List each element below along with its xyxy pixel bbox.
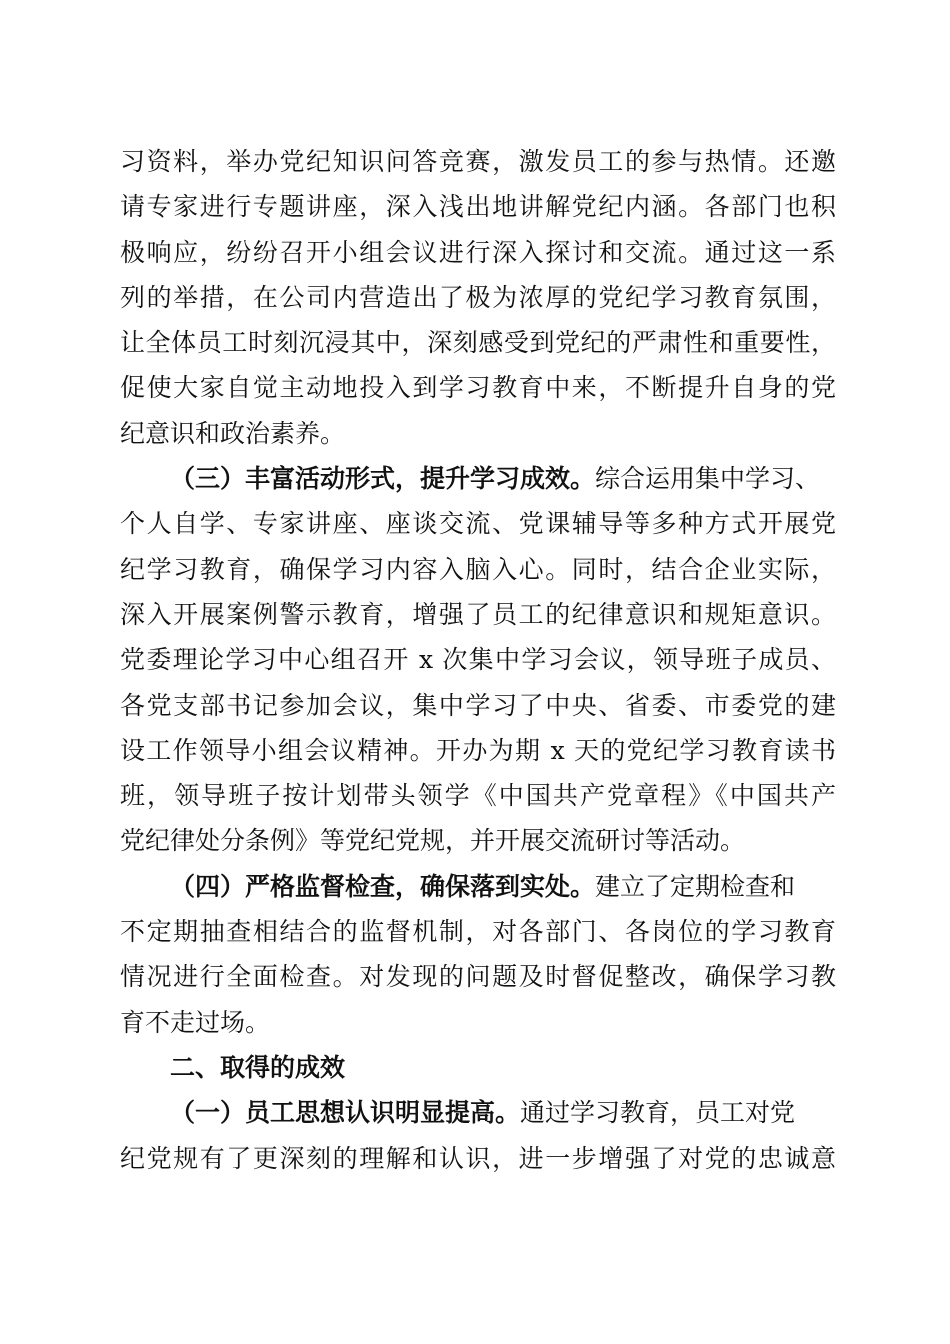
body-line: 习资料，举办党纪知识问答竞赛，激发员工的参与热情。还邀: [120, 147, 836, 176]
body-line: 促使大家自觉主动地投入到学习教育中来，不断提升自身的党: [120, 373, 836, 403]
body-line: 各党支部书记参加会议，集中学习了中央、省委、市委党的建: [120, 690, 836, 720]
body-line: 党委理论学习中心组召开 x 次集中学习会议，领导班子成员、: [120, 645, 836, 675]
paragraph-3-rest: 综合运用集中学习、: [595, 464, 821, 494]
paragraph-4-first-line: [120, 864, 836, 909]
body-line: 列的举措，在公司内营造出了极为浓厚的党纪学习教育氛围，: [120, 282, 836, 312]
paragraph-5-first-line: [120, 1090, 836, 1135]
paragraph-3-lead: （三）丰富活动形式，提升学习成效。: [170, 464, 596, 494]
section-heading: 二、取得的成效: [170, 1052, 346, 1082]
body-line: 请专家进行专题讲座，深入浅出地讲解党纪内涵。各部门也积: [120, 192, 836, 222]
body-line: 不定期抽查相结合的监督机制，对各部门、各岗位的学习教育: [120, 917, 836, 947]
body-line: 让全体员工时刻沉浸其中，深刻感受到党纪的严肃性和重要性，: [120, 328, 836, 358]
body-line: 设工作领导小组会议精神。开办为期 x 天的党纪学习教育读书: [120, 735, 836, 765]
body-line: 深入开展案例警示教育，增强了员工的纪律意识和规矩意识。: [120, 599, 836, 629]
paragraph-3-first-line: [120, 456, 836, 501]
body-line: 党纪律处分条例》等党纪党规，并开展交流研讨等活动。: [120, 826, 746, 856]
body-line: 极响应，纷纷召开小组会议进行深入探讨和交流。通过这一系: [120, 237, 836, 267]
paragraph-4-rest: 建立了定期检查和: [595, 871, 796, 901]
body-line: 纪学习教育，确保学习内容入脑入心。同时，结合企业实际，: [120, 554, 836, 584]
paragraph-4-lead: （四）严格监督检查，确保落到实处。: [170, 871, 596, 901]
paragraph-5-rest: 通过学习教育，员工对党: [520, 1098, 796, 1128]
body-line: 情况进行全面检查。对发现的问题及时督促整改，确保学习教: [120, 962, 836, 992]
paragraph-5-lead: （一）员工思想认识明显提高。: [170, 1098, 521, 1128]
body-line: 纪党规有了更深刻的理解和认识，进一步增强了对党的忠诚意: [120, 1143, 836, 1173]
body-line: 纪意识和政治素养。: [120, 418, 346, 448]
body-line: 个人自学、专家讲座、座谈交流、党课辅导等多种方式开展党: [120, 509, 836, 539]
document-body: [120, 139, 836, 1181]
body-line: 育不走过场。: [120, 1007, 271, 1037]
body-line: 班，领导班子按计划带头领学《中国共产党章程》《中国共产: [120, 781, 836, 811]
